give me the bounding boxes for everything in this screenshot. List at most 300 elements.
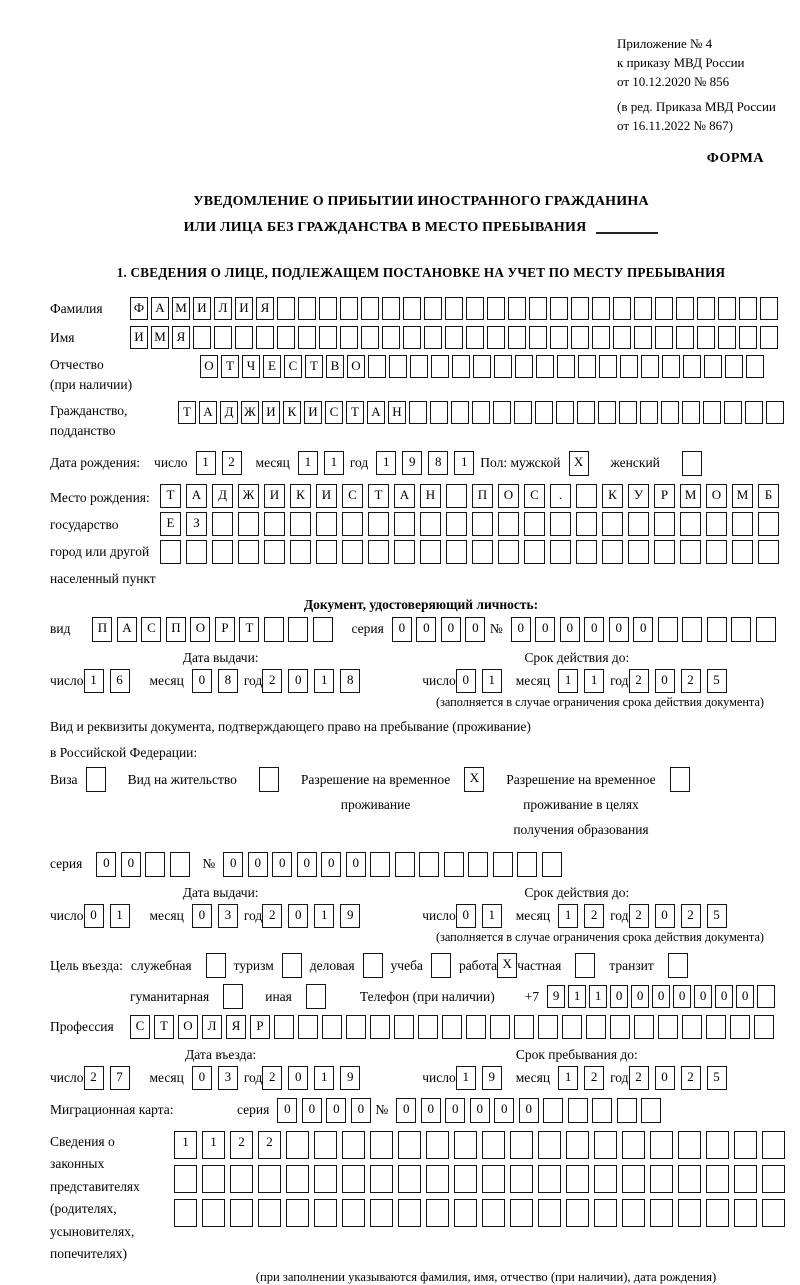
char-cell[interactable]: 1 bbox=[298, 451, 318, 475]
char-cell[interactable] bbox=[490, 1015, 510, 1039]
profession-boxes[interactable] bbox=[130, 1015, 778, 1039]
staydoc-number-boxes[interactable] bbox=[223, 852, 566, 877]
char-cell[interactable]: 0 bbox=[470, 1098, 490, 1123]
char-cell[interactable] bbox=[314, 1131, 337, 1159]
char-cell[interactable] bbox=[342, 540, 363, 564]
iddoc-number-boxes[interactable] bbox=[511, 617, 781, 642]
char-cell[interactable] bbox=[238, 540, 259, 564]
char-cell[interactable]: Е bbox=[263, 355, 281, 378]
char-cell[interactable]: 0 bbox=[223, 852, 243, 877]
purpose-work-checkbox[interactable] bbox=[497, 953, 517, 978]
char-cell[interactable] bbox=[202, 1165, 225, 1193]
char-cell[interactable]: 5 bbox=[707, 1066, 727, 1090]
char-cell[interactable] bbox=[739, 297, 757, 320]
char-cell[interactable] bbox=[277, 326, 295, 349]
char-cell[interactable]: Ж bbox=[241, 401, 259, 424]
char-cell[interactable] bbox=[758, 540, 779, 564]
char-cell[interactable]: 8 bbox=[340, 669, 360, 693]
citizenship-boxes[interactable] bbox=[178, 401, 787, 424]
char-cell[interactable] bbox=[426, 1165, 449, 1193]
char-cell[interactable] bbox=[403, 326, 421, 349]
char-cell[interactable] bbox=[756, 617, 776, 642]
char-cell[interactable]: 0 bbox=[421, 1098, 441, 1123]
char-cell[interactable] bbox=[494, 355, 512, 378]
char-cell[interactable]: О bbox=[347, 355, 365, 378]
char-cell[interactable] bbox=[403, 297, 421, 320]
char-cell[interactable]: С bbox=[141, 617, 161, 642]
char-cell[interactable] bbox=[487, 297, 505, 320]
char-cell[interactable]: 0 bbox=[445, 1098, 465, 1123]
char-cell[interactable] bbox=[446, 540, 467, 564]
char-cell[interactable]: И bbox=[235, 297, 253, 320]
residence-permit-checkbox[interactable] bbox=[259, 767, 279, 792]
char-cell[interactable]: 1 bbox=[558, 904, 578, 928]
char-cell[interactable] bbox=[298, 326, 316, 349]
char-cell[interactable] bbox=[678, 1131, 701, 1159]
char-cell[interactable] bbox=[725, 355, 743, 378]
char-cell[interactable]: О bbox=[200, 355, 218, 378]
char-cell[interactable]: О bbox=[706, 484, 727, 508]
char-cell[interactable]: 0 bbox=[441, 617, 461, 642]
char-cell[interactable] bbox=[707, 617, 727, 642]
char-cell[interactable] bbox=[419, 852, 439, 877]
phone-boxes[interactable] bbox=[547, 985, 778, 1008]
char-cell[interactable] bbox=[706, 1131, 729, 1159]
char-cell[interactable]: 1 bbox=[456, 1066, 476, 1090]
char-cell[interactable]: 2 bbox=[629, 904, 649, 928]
char-cell[interactable]: 1 bbox=[314, 1066, 334, 1090]
char-cell[interactable] bbox=[654, 540, 675, 564]
char-cell[interactable]: 2 bbox=[262, 904, 282, 928]
iddoc-issue-day[interactable] bbox=[84, 669, 136, 693]
char-cell[interactable] bbox=[264, 617, 284, 642]
char-cell[interactable]: 0 bbox=[416, 617, 436, 642]
char-cell[interactable]: К bbox=[283, 401, 301, 424]
char-cell[interactable] bbox=[566, 1131, 589, 1159]
char-cell[interactable] bbox=[313, 617, 333, 642]
char-cell[interactable] bbox=[466, 326, 484, 349]
char-cell[interactable] bbox=[550, 540, 571, 564]
char-cell[interactable] bbox=[382, 297, 400, 320]
char-cell[interactable]: 0 bbox=[272, 852, 292, 877]
char-cell[interactable] bbox=[586, 1015, 606, 1039]
purpose-private-checkbox[interactable] bbox=[575, 953, 595, 978]
representatives-row2-boxes[interactable] bbox=[174, 1165, 790, 1193]
char-cell[interactable]: 0 bbox=[321, 852, 341, 877]
char-cell[interactable]: X bbox=[497, 953, 517, 978]
char-cell[interactable]: 0 bbox=[277, 1098, 297, 1123]
char-cell[interactable] bbox=[446, 512, 467, 536]
char-cell[interactable]: М bbox=[151, 326, 169, 349]
char-cell[interactable] bbox=[598, 401, 616, 424]
char-cell[interactable] bbox=[306, 984, 326, 1009]
char-cell[interactable] bbox=[274, 1015, 294, 1039]
char-cell[interactable]: К bbox=[602, 484, 623, 508]
char-cell[interactable]: Т bbox=[178, 401, 196, 424]
iddoc-series-boxes[interactable] bbox=[392, 617, 490, 642]
char-cell[interactable] bbox=[766, 401, 784, 424]
char-cell[interactable] bbox=[734, 1131, 757, 1159]
rvp-checkbox[interactable] bbox=[464, 767, 484, 792]
char-cell[interactable] bbox=[286, 1165, 309, 1193]
char-cell[interactable] bbox=[482, 1165, 505, 1193]
char-cell[interactable]: 1 bbox=[558, 1066, 578, 1090]
char-cell[interactable]: 2 bbox=[681, 669, 701, 693]
iddoc-valid-day[interactable] bbox=[456, 669, 508, 693]
char-cell[interactable] bbox=[340, 326, 358, 349]
char-cell[interactable] bbox=[758, 512, 779, 536]
char-cell[interactable]: Н bbox=[420, 484, 441, 508]
staydoc-issue-year[interactable] bbox=[262, 904, 366, 928]
char-cell[interactable] bbox=[286, 1199, 309, 1227]
char-cell[interactable] bbox=[230, 1199, 253, 1227]
char-cell[interactable]: О bbox=[190, 617, 210, 642]
char-cell[interactable]: П bbox=[166, 617, 186, 642]
char-cell[interactable]: 0 bbox=[535, 617, 555, 642]
char-cell[interactable] bbox=[472, 401, 490, 424]
char-cell[interactable] bbox=[578, 355, 596, 378]
char-cell[interactable]: 9 bbox=[547, 985, 565, 1008]
char-cell[interactable] bbox=[368, 355, 386, 378]
char-cell[interactable]: 0 bbox=[248, 852, 268, 877]
staydoc-issue-month[interactable] bbox=[192, 904, 244, 928]
char-cell[interactable]: Т bbox=[221, 355, 239, 378]
char-cell[interactable] bbox=[256, 326, 274, 349]
char-cell[interactable] bbox=[703, 401, 721, 424]
char-cell[interactable]: М bbox=[172, 297, 190, 320]
char-cell[interactable]: Т bbox=[368, 484, 389, 508]
char-cell[interactable] bbox=[212, 540, 233, 564]
char-cell[interactable] bbox=[592, 297, 610, 320]
char-cell[interactable] bbox=[706, 512, 727, 536]
char-cell[interactable] bbox=[442, 1015, 462, 1039]
staydoc-valid-year[interactable] bbox=[629, 904, 733, 928]
char-cell[interactable] bbox=[760, 297, 778, 320]
char-cell[interactable] bbox=[697, 297, 715, 320]
char-cell[interactable] bbox=[704, 355, 722, 378]
char-cell[interactable] bbox=[731, 617, 751, 642]
char-cell[interactable]: Ч bbox=[242, 355, 260, 378]
staydoc-issue-day[interactable] bbox=[84, 904, 136, 928]
char-cell[interactable] bbox=[510, 1165, 533, 1193]
char-cell[interactable] bbox=[431, 355, 449, 378]
char-cell[interactable] bbox=[389, 355, 407, 378]
char-cell[interactable] bbox=[259, 767, 279, 792]
char-cell[interactable] bbox=[562, 1015, 582, 1039]
char-cell[interactable] bbox=[452, 355, 470, 378]
char-cell[interactable] bbox=[223, 984, 243, 1009]
char-cell[interactable]: 1 bbox=[482, 669, 502, 693]
char-cell[interactable]: 7 bbox=[110, 1066, 130, 1090]
staydoc-series-boxes[interactable] bbox=[96, 852, 194, 877]
char-cell[interactable]: 9 bbox=[482, 1066, 502, 1090]
char-cell[interactable]: 1 bbox=[584, 669, 604, 693]
char-cell[interactable] bbox=[451, 401, 469, 424]
char-cell[interactable] bbox=[724, 401, 742, 424]
char-cell[interactable] bbox=[706, 1199, 729, 1227]
birthplace-row1-boxes[interactable] bbox=[160, 484, 784, 508]
char-cell[interactable]: 0 bbox=[456, 669, 476, 693]
char-cell[interactable] bbox=[594, 1131, 617, 1159]
char-cell[interactable] bbox=[426, 1131, 449, 1159]
char-cell[interactable] bbox=[258, 1199, 281, 1227]
representatives-row1-boxes[interactable] bbox=[174, 1131, 790, 1159]
birth-day-boxes[interactable] bbox=[196, 451, 248, 475]
char-cell[interactable] bbox=[420, 512, 441, 536]
migration-number-boxes[interactable] bbox=[396, 1098, 666, 1123]
char-cell[interactable]: К bbox=[290, 484, 311, 508]
char-cell[interactable] bbox=[654, 512, 675, 536]
char-cell[interactable] bbox=[282, 953, 302, 978]
char-cell[interactable] bbox=[613, 297, 631, 320]
staydoc-valid-month[interactable] bbox=[558, 904, 610, 928]
char-cell[interactable] bbox=[398, 1199, 421, 1227]
char-cell[interactable] bbox=[529, 326, 547, 349]
char-cell[interactable]: 2 bbox=[681, 904, 701, 928]
char-cell[interactable] bbox=[472, 540, 493, 564]
char-cell[interactable]: С bbox=[284, 355, 302, 378]
char-cell[interactable] bbox=[760, 326, 778, 349]
char-cell[interactable] bbox=[515, 355, 533, 378]
purpose-other-checkbox[interactable] bbox=[306, 984, 326, 1009]
char-cell[interactable] bbox=[288, 617, 308, 642]
char-cell[interactable] bbox=[739, 326, 757, 349]
char-cell[interactable]: 0 bbox=[346, 852, 366, 877]
char-cell[interactable]: 0 bbox=[584, 617, 604, 642]
char-cell[interactable] bbox=[193, 326, 211, 349]
iddoc-valid-month[interactable] bbox=[558, 669, 610, 693]
char-cell[interactable] bbox=[592, 326, 610, 349]
char-cell[interactable]: И bbox=[264, 484, 285, 508]
char-cell[interactable]: 2 bbox=[84, 1066, 104, 1090]
birthplace-row3-boxes[interactable] bbox=[160, 540, 784, 564]
char-cell[interactable] bbox=[298, 297, 316, 320]
char-cell[interactable] bbox=[599, 355, 617, 378]
char-cell[interactable]: 0 bbox=[465, 617, 485, 642]
char-cell[interactable] bbox=[498, 512, 519, 536]
char-cell[interactable]: 1 bbox=[174, 1131, 197, 1159]
char-cell[interactable] bbox=[641, 1098, 661, 1123]
purpose-transit-checkbox[interactable] bbox=[668, 953, 688, 978]
char-cell[interactable]: 9 bbox=[340, 904, 360, 928]
char-cell[interactable] bbox=[418, 1015, 438, 1039]
char-cell[interactable] bbox=[314, 1199, 337, 1227]
char-cell[interactable]: . bbox=[550, 484, 571, 508]
char-cell[interactable]: 3 bbox=[218, 904, 238, 928]
char-cell[interactable]: 1 bbox=[324, 451, 344, 475]
char-cell[interactable] bbox=[319, 297, 337, 320]
stay-until-day[interactable] bbox=[456, 1066, 508, 1090]
char-cell[interactable]: 2 bbox=[258, 1131, 281, 1159]
char-cell[interactable] bbox=[514, 1015, 534, 1039]
visa-checkbox[interactable] bbox=[86, 767, 106, 792]
char-cell[interactable]: 3 bbox=[218, 1066, 238, 1090]
char-cell[interactable] bbox=[628, 540, 649, 564]
stay-until-month[interactable] bbox=[558, 1066, 610, 1090]
char-cell[interactable] bbox=[678, 1199, 701, 1227]
char-cell[interactable] bbox=[622, 1165, 645, 1193]
char-cell[interactable]: 1 bbox=[454, 451, 474, 475]
char-cell[interactable]: 9 bbox=[340, 1066, 360, 1090]
char-cell[interactable] bbox=[473, 355, 491, 378]
sex-male-checkbox[interactable] bbox=[569, 451, 589, 476]
char-cell[interactable] bbox=[277, 297, 295, 320]
char-cell[interactable] bbox=[363, 953, 383, 978]
char-cell[interactable] bbox=[426, 1199, 449, 1227]
char-cell[interactable] bbox=[482, 1131, 505, 1159]
rvp-education-checkbox[interactable] bbox=[670, 767, 690, 792]
char-cell[interactable]: 2 bbox=[230, 1131, 253, 1159]
char-cell[interactable] bbox=[538, 1165, 561, 1193]
char-cell[interactable] bbox=[370, 1199, 393, 1227]
char-cell[interactable] bbox=[524, 512, 545, 536]
char-cell[interactable] bbox=[202, 1199, 225, 1227]
char-cell[interactable] bbox=[538, 1015, 558, 1039]
char-cell[interactable]: Т bbox=[154, 1015, 174, 1039]
char-cell[interactable] bbox=[634, 326, 652, 349]
char-cell[interactable]: Т bbox=[239, 617, 259, 642]
char-cell[interactable]: 0 bbox=[288, 669, 308, 693]
char-cell[interactable]: И bbox=[130, 326, 148, 349]
char-cell[interactable] bbox=[668, 953, 688, 978]
char-cell[interactable] bbox=[342, 1131, 365, 1159]
char-cell[interactable] bbox=[718, 297, 736, 320]
char-cell[interactable]: 0 bbox=[694, 985, 712, 1008]
char-cell[interactable] bbox=[706, 1165, 729, 1193]
char-cell[interactable] bbox=[454, 1165, 477, 1193]
representatives-row3-boxes[interactable] bbox=[174, 1199, 790, 1227]
char-cell[interactable]: 1 bbox=[314, 669, 334, 693]
purpose-humanitarian-checkbox[interactable] bbox=[223, 984, 243, 1009]
char-cell[interactable] bbox=[510, 1131, 533, 1159]
char-cell[interactable]: О bbox=[178, 1015, 198, 1039]
birthplace-row2-boxes[interactable] bbox=[160, 512, 784, 536]
char-cell[interactable]: В bbox=[326, 355, 344, 378]
char-cell[interactable] bbox=[235, 326, 253, 349]
char-cell[interactable] bbox=[566, 1165, 589, 1193]
iddoc-type-boxes[interactable] bbox=[92, 617, 337, 642]
char-cell[interactable]: Р bbox=[250, 1015, 270, 1039]
char-cell[interactable] bbox=[230, 1165, 253, 1193]
staydoc-valid-day[interactable] bbox=[456, 904, 508, 928]
char-cell[interactable] bbox=[662, 355, 680, 378]
char-cell[interactable]: 2 bbox=[262, 1066, 282, 1090]
char-cell[interactable] bbox=[466, 297, 484, 320]
char-cell[interactable]: П bbox=[92, 617, 112, 642]
char-cell[interactable] bbox=[571, 326, 589, 349]
char-cell[interactable]: С bbox=[130, 1015, 150, 1039]
char-cell[interactable]: 0 bbox=[326, 1098, 346, 1123]
char-cell[interactable] bbox=[454, 1131, 477, 1159]
char-cell[interactable] bbox=[444, 852, 464, 877]
char-cell[interactable] bbox=[680, 512, 701, 536]
char-cell[interactable] bbox=[258, 1165, 281, 1193]
char-cell[interactable]: 0 bbox=[288, 1066, 308, 1090]
char-cell[interactable]: А bbox=[151, 297, 169, 320]
char-cell[interactable] bbox=[454, 1199, 477, 1227]
char-cell[interactable] bbox=[658, 1015, 678, 1039]
char-cell[interactable] bbox=[676, 297, 694, 320]
stay-until-year[interactable] bbox=[629, 1066, 733, 1090]
char-cell[interactable]: 0 bbox=[192, 904, 212, 928]
char-cell[interactable] bbox=[650, 1165, 673, 1193]
purpose-study-checkbox[interactable] bbox=[431, 953, 451, 978]
char-cell[interactable]: П bbox=[472, 484, 493, 508]
char-cell[interactable]: 1 bbox=[314, 904, 334, 928]
char-cell[interactable]: А bbox=[186, 484, 207, 508]
char-cell[interactable]: 0 bbox=[121, 852, 141, 877]
char-cell[interactable] bbox=[286, 1131, 309, 1159]
char-cell[interactable] bbox=[420, 540, 441, 564]
char-cell[interactable] bbox=[732, 540, 753, 564]
char-cell[interactable] bbox=[640, 401, 658, 424]
char-cell[interactable] bbox=[361, 297, 379, 320]
char-cell[interactable]: 0 bbox=[192, 1066, 212, 1090]
char-cell[interactable]: 1 bbox=[558, 669, 578, 693]
char-cell[interactable] bbox=[538, 1131, 561, 1159]
patronymic-boxes[interactable] bbox=[200, 355, 767, 378]
char-cell[interactable] bbox=[542, 852, 562, 877]
char-cell[interactable] bbox=[517, 852, 537, 877]
char-cell[interactable] bbox=[498, 540, 519, 564]
char-cell[interactable] bbox=[298, 1015, 318, 1039]
char-cell[interactable] bbox=[682, 451, 702, 476]
char-cell[interactable]: 0 bbox=[519, 1098, 539, 1123]
char-cell[interactable]: 0 bbox=[511, 617, 531, 642]
char-cell[interactable]: 1 bbox=[196, 451, 216, 475]
char-cell[interactable]: 0 bbox=[494, 1098, 514, 1123]
char-cell[interactable]: У bbox=[628, 484, 649, 508]
char-cell[interactable] bbox=[682, 1015, 702, 1039]
char-cell[interactable] bbox=[683, 355, 701, 378]
char-cell[interactable] bbox=[290, 540, 311, 564]
char-cell[interactable]: Н bbox=[388, 401, 406, 424]
char-cell[interactable]: 2 bbox=[629, 669, 649, 693]
char-cell[interactable] bbox=[619, 401, 637, 424]
char-cell[interactable]: 0 bbox=[560, 617, 580, 642]
char-cell[interactable] bbox=[174, 1199, 197, 1227]
char-cell[interactable]: X bbox=[569, 451, 589, 476]
char-cell[interactable]: С bbox=[342, 484, 363, 508]
char-cell[interactable] bbox=[536, 355, 554, 378]
char-cell[interactable] bbox=[745, 401, 763, 424]
char-cell[interactable] bbox=[678, 1165, 701, 1193]
char-cell[interactable] bbox=[650, 1199, 673, 1227]
char-cell[interactable] bbox=[676, 326, 694, 349]
char-cell[interactable]: 2 bbox=[222, 451, 242, 475]
char-cell[interactable]: Л bbox=[214, 297, 232, 320]
char-cell[interactable] bbox=[322, 1015, 342, 1039]
char-cell[interactable] bbox=[734, 1165, 757, 1193]
char-cell[interactable]: X bbox=[464, 767, 484, 792]
char-cell[interactable]: Р bbox=[215, 617, 235, 642]
char-cell[interactable] bbox=[568, 1098, 588, 1123]
char-cell[interactable] bbox=[370, 1015, 390, 1039]
char-cell[interactable] bbox=[398, 1165, 421, 1193]
char-cell[interactable] bbox=[613, 326, 631, 349]
char-cell[interactable] bbox=[370, 1131, 393, 1159]
char-cell[interactable]: 1 bbox=[110, 904, 130, 928]
char-cell[interactable] bbox=[762, 1165, 785, 1193]
char-cell[interactable] bbox=[424, 297, 442, 320]
char-cell[interactable]: 0 bbox=[396, 1098, 416, 1123]
char-cell[interactable] bbox=[398, 1131, 421, 1159]
char-cell[interactable] bbox=[602, 512, 623, 536]
purpose-tourism-checkbox[interactable] bbox=[282, 953, 302, 978]
char-cell[interactable]: 8 bbox=[428, 451, 448, 475]
char-cell[interactable]: 1 bbox=[84, 669, 104, 693]
char-cell[interactable] bbox=[524, 540, 545, 564]
